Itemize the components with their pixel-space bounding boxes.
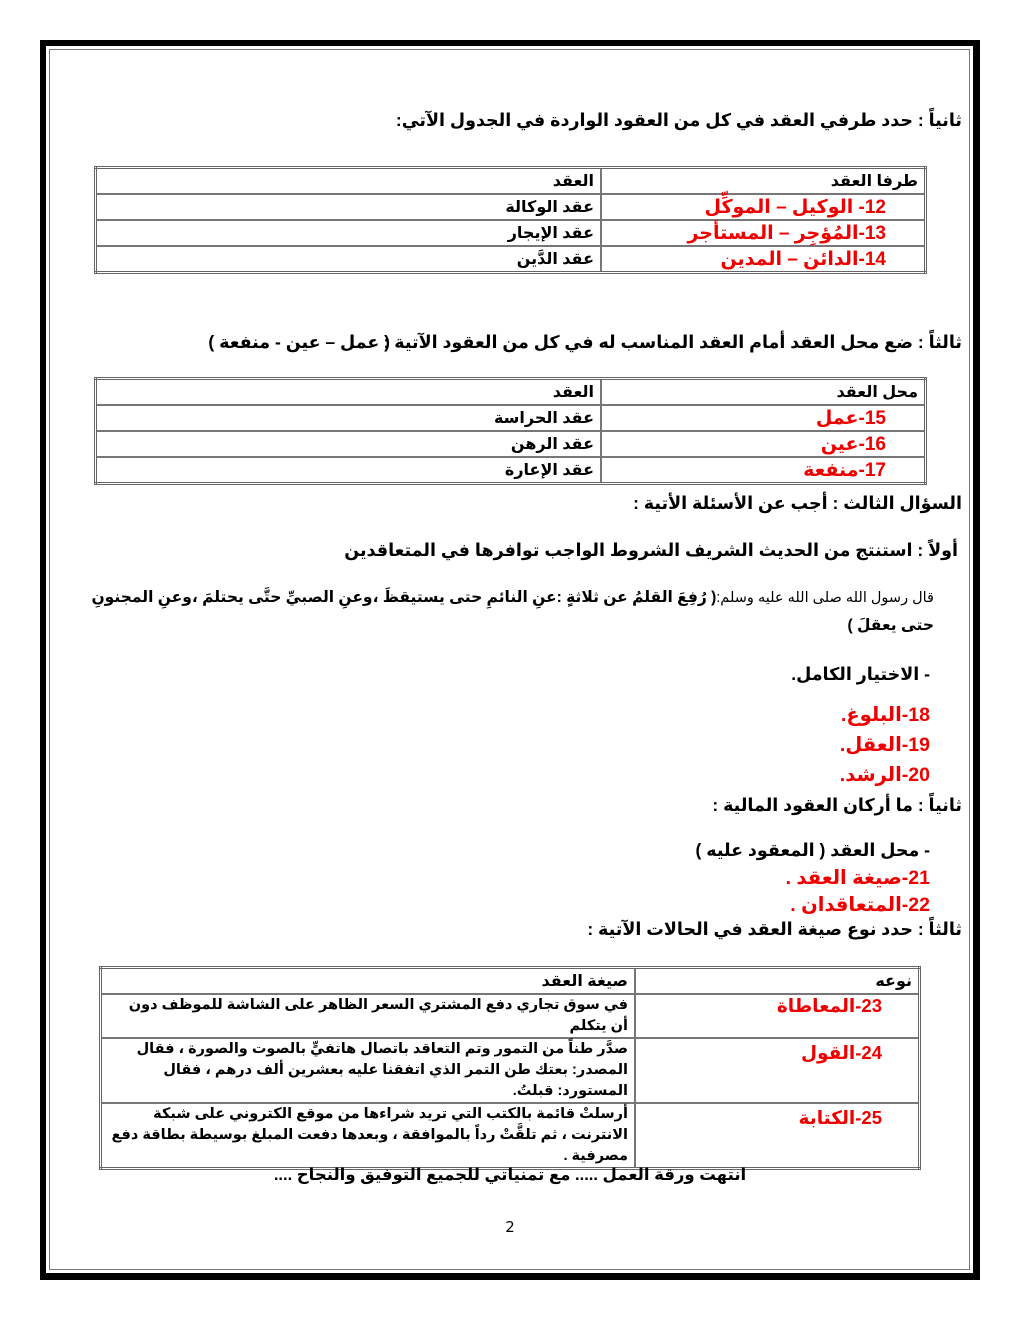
table-row <box>96 194 926 220</box>
answer-cell: 16-عين <box>601 431 926 457</box>
section-subject-options: ( عمل – عين - منفعة ) <box>208 332 390 352</box>
section-parties-heading: ثانياً : حدد طرفي العقد في كل من العقود الواردة في الجدول الآتي: <box>395 110 962 130</box>
parties-table <box>94 166 927 274</box>
answer-cell: 14-الدائن – المدين <box>601 246 926 273</box>
answer-cell: 24-القول <box>635 1038 920 1103</box>
table-header-row <box>96 168 926 195</box>
table-row <box>101 1103 920 1169</box>
answer-item: 19-العقل. <box>839 734 930 756</box>
table-row <box>101 994 920 1038</box>
answer-item: 21-صيغة العقد . <box>785 867 930 889</box>
first-given-item: - الاختيار الكامل. <box>791 664 930 684</box>
answer-item: 20-الرشد. <box>839 764 930 786</box>
table-header-row <box>101 968 920 995</box>
contract-cell: عقد الوكالة <box>96 194 602 220</box>
table-row <box>96 431 926 457</box>
formula-cell: في سوق تجاري دفع المشتري السعر الظاهر على الشاشة للموظف دون أن يتكلم <box>101 994 636 1038</box>
answer-cell: 12- الوكيل – الموكِّل <box>601 194 926 220</box>
second-given-item: - محل العقد ( المعقود عليه ) <box>695 840 930 860</box>
answer-cell: 25-الكتابة <box>635 1103 920 1169</box>
hadith-intro: قال رسول الله صلى الله عليه وسلم: <box>716 590 934 606</box>
contract-cell: عقد الإعارة <box>96 457 602 484</box>
hadith-text: ( رُفِعَ القلمُ عن ثلاثةٍ :عنِ النائمِ حتى يستيقظَ ،وعنِ الصبيِّ حتَّى يحتلمَ ،وعنِ المجنونِ حتى يعقلَ ) <box>91 589 934 634</box>
contract-cell: عقد الحراسة <box>96 405 602 431</box>
answer-cell: 13-المُؤجِر – المستأجر <box>601 220 926 246</box>
table-row <box>96 405 926 431</box>
header-contract: العقد <box>96 379 602 406</box>
formula-cell: صدَّر طناً من التمور وتم التعاقد باتصال هاتفيٍّ بالصوت والصورة ، فقال المصدر: بعتك طن التمر الذي اتفقنا عليه بعشرين ألف درهم ، فقال المستورد: قبلتُ. <box>101 1038 636 1103</box>
third-heading: ثالثاً : حدد نوع صيغة العقد في الحالات الآتية : <box>587 919 962 939</box>
answer-item: 22-المتعاقدان . <box>790 894 930 916</box>
table-row <box>96 220 926 246</box>
formula-cell: أرسلتْ قائمة بالكتب التي تريد شراءها من موقع الكتروني على شبكة الانترنت ، ثم تلقَّتْ رداً بالموافقة ، وبعدها دفعت المبلغ بوسيطة بطاقة دفع مصرفية . <box>101 1103 636 1169</box>
table-row <box>96 246 926 273</box>
section-subject-heading: ثالثاً : ضع محل العقد أمام العقد المناسب له في كل من العقود الآتية : <box>383 332 962 352</box>
answer-item: 18-البلوغ. <box>840 704 930 726</box>
header-subject: محل العقد <box>601 379 926 406</box>
closing-message: انتهت ورقة العمل ..... مع تمنياتي للجميع التوفيق والنجاح .... <box>273 1166 747 1184</box>
header-type: نوعه <box>635 968 920 995</box>
table-row <box>101 1038 920 1103</box>
header-parties: طرفا العقد <box>601 168 926 195</box>
table-header-row <box>96 379 926 406</box>
table-row <box>96 457 926 484</box>
contract-cell: عقد الدَّين <box>96 246 602 273</box>
header-formula: صيغة العقد <box>101 968 636 995</box>
page-number: 2 <box>505 1218 515 1236</box>
question-three-heading: السؤال الثالث : أجب عن الأسئلة الأتية : <box>633 493 962 513</box>
subject-table <box>94 377 927 485</box>
answer-cell: 15-عمل <box>601 405 926 431</box>
header-contract: العقد <box>96 168 602 195</box>
contract-cell: عقد الرهن <box>96 431 602 457</box>
answer-cell: 17-منفعة <box>601 457 926 484</box>
answer-cell: 23-المعاطاة <box>635 994 920 1038</box>
hadith-paragraph <box>86 584 934 640</box>
first-heading: أولاً : استنتج من الحديث الشريف الشروط الواجب توافرها في المتعاقدين <box>344 540 958 560</box>
contract-cell: عقد الإيجار <box>96 220 602 246</box>
second-heading: ثانياً : ما أركان العقود المالية : <box>712 795 962 815</box>
formula-table <box>99 966 921 1170</box>
